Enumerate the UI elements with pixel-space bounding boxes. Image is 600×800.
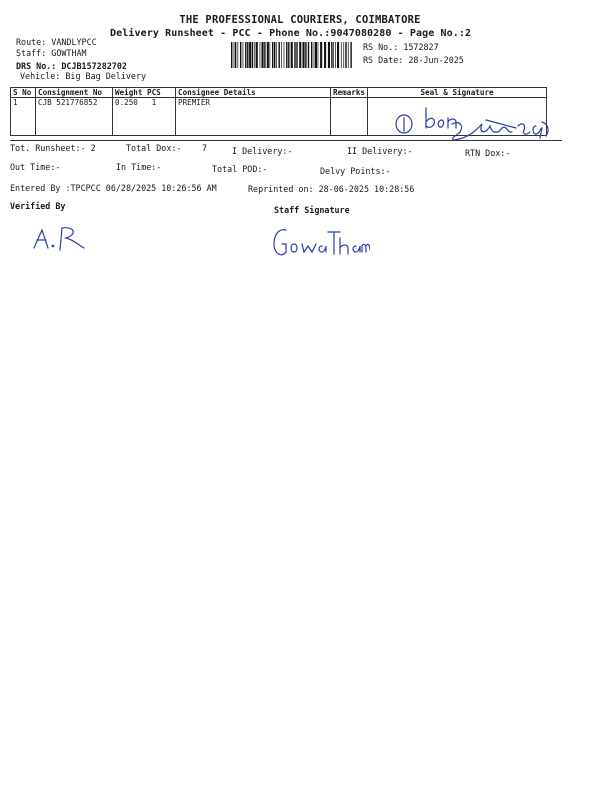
barcode-bar (281, 42, 282, 68)
entered-by: Entered By :TPCPCC 06/28/2025 10:26:56 AM (10, 183, 217, 193)
staff-name-signature (270, 222, 370, 262)
table-header-row (11, 88, 547, 98)
rs-date-field: RS Date: 28-Jun-2025 (363, 55, 464, 65)
header-seal-signature: Seal & Signature (368, 88, 547, 98)
route-field: Route: VANDLYPCC (16, 37, 97, 47)
total-pod: Total POD:- (212, 164, 268, 174)
drs-number-field: DRS No.: DCJB157282702 (16, 61, 127, 71)
barcode-bar (279, 42, 280, 68)
barcode (230, 42, 354, 68)
barcode-bar (288, 42, 289, 68)
header-consignment-no: Consignment No (36, 88, 113, 98)
barcode-bar (315, 42, 317, 68)
barcode-bar (337, 42, 339, 68)
barcode-bar (247, 42, 248, 68)
barcode-bar (243, 42, 244, 68)
rtn-dox: RTN Dox:- (465, 148, 511, 158)
total-dox-value: 7 (202, 143, 208, 153)
reprinted-on: Reprinted on: 28-06-2025 10:28:56 (248, 184, 415, 194)
barcode-bar (276, 42, 277, 68)
verifier-initials-signature (28, 222, 98, 254)
barcode-bar (295, 42, 296, 68)
seal-signature-scribble (390, 104, 560, 144)
barcode-bar (328, 42, 330, 68)
barcode-bar (249, 42, 251, 68)
barcode-bar (324, 42, 326, 68)
barcode-bar (272, 42, 273, 68)
delvy-points: Delvy Points:- (320, 166, 391, 176)
cell-remarks (331, 98, 368, 136)
barcode-bar (303, 42, 305, 68)
barcode-bar (264, 42, 265, 68)
verified-by-label: Verified By (10, 201, 66, 211)
barcode-bar (245, 42, 246, 68)
barcode-bar (235, 42, 236, 68)
cell-consignment-no: CJB 521776852 (36, 98, 113, 136)
barcode-bar (308, 42, 309, 68)
header-consignee-details: Consignee Details (176, 88, 331, 98)
barcode-bar (262, 42, 264, 68)
out-time: Out Time:- (10, 162, 61, 172)
barcode-bar (294, 42, 295, 68)
barcode-bar (252, 42, 253, 68)
staff-signature-label: Staff Signature (274, 205, 350, 215)
barcode-bar (260, 42, 261, 68)
in-time: In Time:- (116, 162, 162, 172)
barcode-bar (318, 42, 319, 68)
company-title: THE PROFESSIONAL COURIERS, COIMBATORE (179, 14, 421, 26)
staff-field: Staff: GOWTHAM (16, 48, 87, 58)
barcode-bar (254, 42, 255, 68)
barcode-bar (348, 42, 349, 68)
barcode-bar (343, 42, 344, 68)
i-delivery: I Delivery:- (232, 146, 293, 156)
vehicle-field: Vehicle: Big Bag Delivery (20, 71, 147, 81)
rs-number-field: RS No.: 1572827 (363, 42, 439, 52)
barcode-bar (320, 42, 322, 68)
barcode-bar (267, 42, 269, 68)
total-dox-label: Total Dox:- (126, 143, 182, 153)
table-bottom-rule (10, 140, 562, 141)
barcode-bar (240, 42, 241, 68)
barcode-bar (231, 42, 232, 68)
barcode-bar (286, 42, 287, 68)
barcode-bar (238, 42, 239, 68)
header-pcs: PCS (147, 88, 161, 97)
cell-weight-pcs (113, 98, 176, 136)
barcode-bar (311, 42, 312, 68)
cell-weight: 0.250 (115, 98, 138, 107)
barcode-bar (335, 42, 336, 68)
barcode-bar (305, 42, 306, 68)
barcode-bar (341, 42, 342, 68)
header-remarks: Remarks (331, 88, 368, 98)
barcode-bar (299, 42, 301, 68)
barcode-bar (256, 42, 258, 68)
barcode-bar (345, 42, 346, 68)
barcode-bar (314, 42, 315, 68)
barcode-bar (274, 42, 275, 68)
barcode-bar (234, 42, 235, 68)
barcode-bar (284, 42, 285, 68)
barcode-bar (331, 42, 332, 68)
runsheet-subtitle: Delivery Runsheet - PCC - Phone No.:9047080280 - Page No.:2 (110, 28, 472, 39)
header-sno: S No (11, 88, 36, 98)
barcode-bar (350, 42, 351, 68)
barcode-bar (297, 42, 298, 68)
cell-sno: 1 (11, 98, 36, 136)
barcode-bar (270, 42, 271, 68)
header-weight: Weight (115, 88, 143, 97)
cell-pcs: 1 (151, 98, 157, 107)
tot-runsheet: Tot. Runsheet:- 2 (10, 143, 96, 153)
barcode-bar (291, 42, 293, 68)
barcode-bar (333, 42, 334, 68)
header-weight-pcs (113, 88, 176, 98)
cell-consignee: PREMIER (176, 98, 331, 136)
ii-delivery: II Delivery:- (347, 146, 413, 156)
